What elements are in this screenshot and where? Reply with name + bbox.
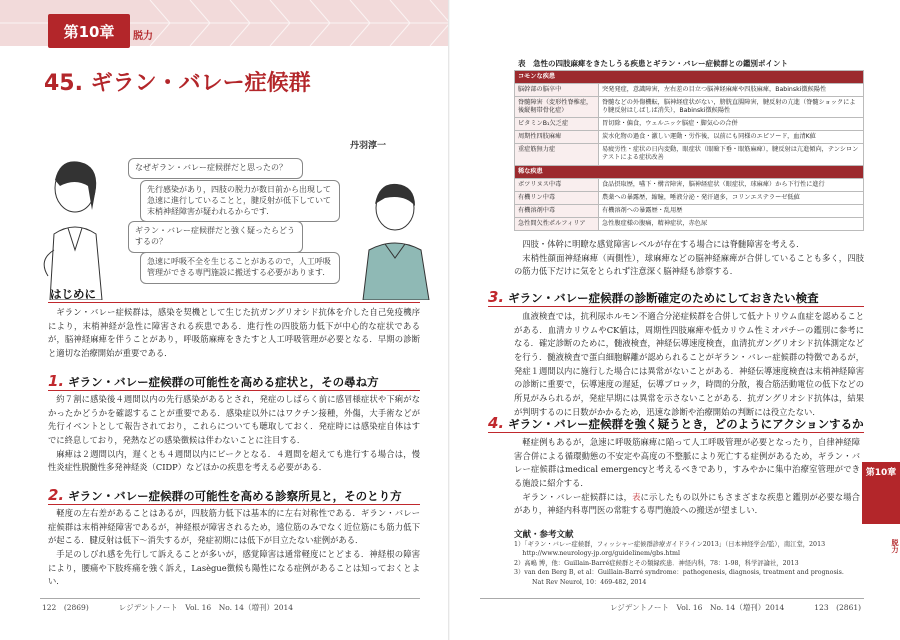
table-row: ビタミンB₁欠乏症 胃切除・偏食，ウェルニッケ脳症・脚気心の合併	[515, 118, 864, 131]
section-4-title: ギラン・バレー症候群を強く疑うとき，どのようにアクションするか	[508, 417, 864, 431]
section-4-heading	[488, 414, 864, 432]
section-divider	[488, 306, 864, 307]
table-row: 重症筋無力症 易疲労性・症状の日内変動，眼症状（眼瞼下垂・眼筋麻痺），腱反射は亢進傾向，テンシロンテストによる症状改善	[515, 144, 864, 165]
intro-paragraph: ギラン・バレー症候群は，感染を契機として生じた抗ガングリオシド抗体を介した自己免疫機序により，末梢神経が急性に障害される疾患である．進行性の四肢筋力低下が中心的な症状であるが，脳神経麻痺を伴うことがあり，呼吸筋麻痺をきたすと人工呼吸管理が必要となる．早期の診断と適切な治療開始が重要である．	[48, 307, 420, 359]
footer-rule	[40, 598, 420, 599]
section-2-heading	[48, 486, 402, 504]
reference-item: 2）高嶋 博，他：Guillain-Barré症候群とその類縁疾患．神経内科，78：1-98，科学評論社，2013	[514, 559, 799, 567]
differential-table	[514, 70, 864, 231]
table-row: 脊髄障害（変形性脊椎症，後縦靭帯骨化症） 脊髄などの外傷機転，脳神経症状がない，膀胱直腸障害，腱反射の亢進（脊髄ショックにより腱反射はしばしば消失），Babinski徴候陽性	[515, 97, 864, 118]
section-1-number: 1.	[48, 372, 65, 390]
table-row: 有機リン中毒 農薬への暴露歴，縮瞳，唾液分泌・発汗過多，コリンエステラーゼ低値	[515, 191, 864, 204]
section-2-continued: 四肢・体幹に明瞭な感覚障害レベルが存在する場合には脊髄障害を考える． 末梢性顔面神経麻痺（両側性），球麻痺などの脳神経麻痺が合併していることも多く，四肢の筋力低下だけに気をとられず注意深く脳神経も診察する．	[514, 239, 864, 277]
page-footer-right: レジデントノート Vol. 16 No. 14（増刊）2014 123 (2861)	[610, 603, 862, 612]
table-reference: 表	[632, 491, 641, 502]
section-4-number: 4.	[488, 414, 505, 432]
section-3-title: ギラン・バレー症候群の診断確定のためにしておきたい検査	[508, 291, 819, 305]
author-name: 丹羽淳一	[350, 141, 387, 151]
section-3-number: 3.	[488, 288, 505, 306]
section-divider	[48, 504, 420, 505]
section-divider	[48, 390, 420, 391]
table-group-row: 稀な疾患	[515, 165, 864, 178]
speech-bubble-question-2: ギラン・バレー症候群だと強く疑ったらどうするの？	[128, 221, 303, 253]
chapter-subtitle: 脱力	[133, 31, 153, 42]
table-row: 急性間欠性ポルフィリア 急性腹症様の腹痛，精神症状，赤色尿	[515, 217, 864, 230]
table-row: ボツリヌス中毒 食品摂取歴，嚥下・構音障害，脳神経症状（眼症状，球麻痺）から下行性に進行	[515, 178, 864, 191]
section-3-heading	[488, 288, 819, 306]
section-1-body: 約７割に感染後４週間以内の先行感染があるとされ，発症のしばらく前に感冒様症状や下痢がなかったかどうかを確認することが重要である．感染症以外にはワクチン接種，外傷，大手術などが先行イベントとして報告されており，これらについても聴取しておく．発症時には感染症自体はすでに終息しており，発熱などの感染徴候は伴わないことに注目する． 麻痺は２週間以内，遅くとも４週間以内にピークとなる．４週間を超えても進行する場合は，慢性炎症性脱髄性多発神経炎（CIDP）などほかの疾患を考える必要がある．	[48, 394, 420, 473]
references-list	[514, 540, 854, 587]
section-2-title: ギラン・バレー症候群の可能性を高める診察所見と，そのとり方	[68, 489, 402, 503]
table-caption: 表 急性の四肢麻痺をきたしうる疾患とギラン・バレー症候群との鑑別ポイント	[518, 59, 788, 68]
section-divider	[48, 302, 420, 303]
chapter-label: 第10章	[48, 14, 130, 48]
article-title: 45. ギラン・バレー症候群	[44, 71, 311, 96]
chapter-side-tab: 第10章	[862, 462, 900, 524]
section-divider	[488, 432, 864, 433]
section-4-body: 軽症例もあるが，急速に呼吸筋麻痺に陥って人工呼吸管理が必要となったり，自律神経障害合併による循環動態の不安定や高度の不整脈により死亡する症例があるため，ギラン・バレー症候群はmedical emergencyと考えるべきであり，すみやかに集中治療室管理ができる施設に紹介する． ギラン・バレー症候群には，表に示したもの以外にもさまざまな疾患と鑑別が必要な場合があり，神経内科専門医の常駐する専門施設への搬送が望ましい．	[514, 437, 860, 516]
chapter-side-subtitle: 脱力	[891, 539, 899, 553]
reference-item: 1）「ギラン・バレー症候群，フィッシャー症候群診療ガイドライン2013」（日本神経学会/監），南江堂，2013	[514, 541, 826, 548]
speech-bubble-answer-1: 先行感染があり，四肢の脱力が数日前から出現して急速に進行していることと，腱反射が低下していて末梢神経障害が疑われるからです．	[140, 180, 340, 222]
section-1-title: ギラン・バレー症候群の可能性を高める症状と，その尋ね方	[68, 375, 379, 389]
nurse-illustration	[355, 170, 440, 300]
doctor-illustration	[30, 150, 130, 300]
table-group-row: コモンな疾患	[515, 71, 864, 84]
section-2-body: 軽度の左右差があることはあるが，四肢筋力低下は基本的に左右対称性である．ギラン・バレー症候群は末梢神経障害であるが，神経根が障害されるため，遠位筋のみでなく近位筋にも筋力低下が起こる．腱反射は低下〜消失するが，発症初期には低下が目立たない症例がある． 手足のしびれ感を先行して訴えることが多いが，感覚障害は通常軽度にとどまる．神経根の障害により，腰痛や下肢疼痛を強く訴え，Lasègue徴候も陽性になる症例があることは知っておくとよい．	[48, 508, 420, 587]
section-2-number: 2.	[48, 486, 65, 504]
reference-item: 3）van den Berg B, et al：Guillain-Barré syndrome：pathogenesis, diagnosis, treatment and prognosis. Nat Rev Neurol, 10：469-482, 2014	[514, 569, 844, 586]
section-1-heading	[48, 372, 379, 390]
right-page	[450, 0, 900, 640]
references-heading: 文献・参考文献	[514, 530, 574, 540]
speech-bubble-question-1: なぜギラン・バレー症候群だと思ったの？	[128, 158, 303, 179]
table-row: 有機溶剤中毒 有機溶剤への暴露歴・乱用歴	[515, 204, 864, 217]
reference-url[interactable]: http://www.neurology-jp.org/guidelinem/gbs.html	[514, 550, 680, 558]
section-3-body: 血液検査では，抗利尿ホルモン不適合分泌症候群を合併して低ナトリウム血症を認めることがある．血清カリウムやCK値は，周期性四肢麻痺や低カリウム性ミオパチーの鑑別に参考になる．確定診断のために，髄液検査，神経伝導速度検査，血清抗ガングリオシド抗体測定などを行う．髄液検査で蛋白細胞解離が認められることがギラン・バレー症候群の特徴であるが，発症１週間以内に施行した場合には異常がないことがある．神経伝導速度検査は末梢神経障害の診断に重要で，伝導速度の遅延，伝導ブロック，時間的分散，複合筋活動電位の低下などの所見がみられるが，発症早期には異常を示さないことがある．抗ガングリオシド抗体は，結果が判明するのに日数がかかるため，迅速な診断や治療開始の判断には役立たない．	[514, 311, 864, 417]
intro-heading: はじめに	[50, 287, 96, 301]
table-row: 脳幹部の脳卒中 突発発症，意識障害，左右差の目立つ脳神経麻痺や四肢麻痺，Babinski徴候陽性	[515, 84, 864, 97]
speech-bubble-answer-2: 急速に呼吸不全を生じることがあるので，人工呼吸管理ができる専門施設に搬送する必要があります．	[140, 252, 340, 284]
footer-rule	[480, 598, 864, 599]
page-footer-left: 122 (2869) レジデントノート Vol. 16 No. 14（増刊）2014	[42, 603, 294, 612]
table-row: 周期性四肢麻痺 炭水化物の過食・激しい運動・労作後，以前にも同様のエピソード，血清K値	[515, 131, 864, 144]
